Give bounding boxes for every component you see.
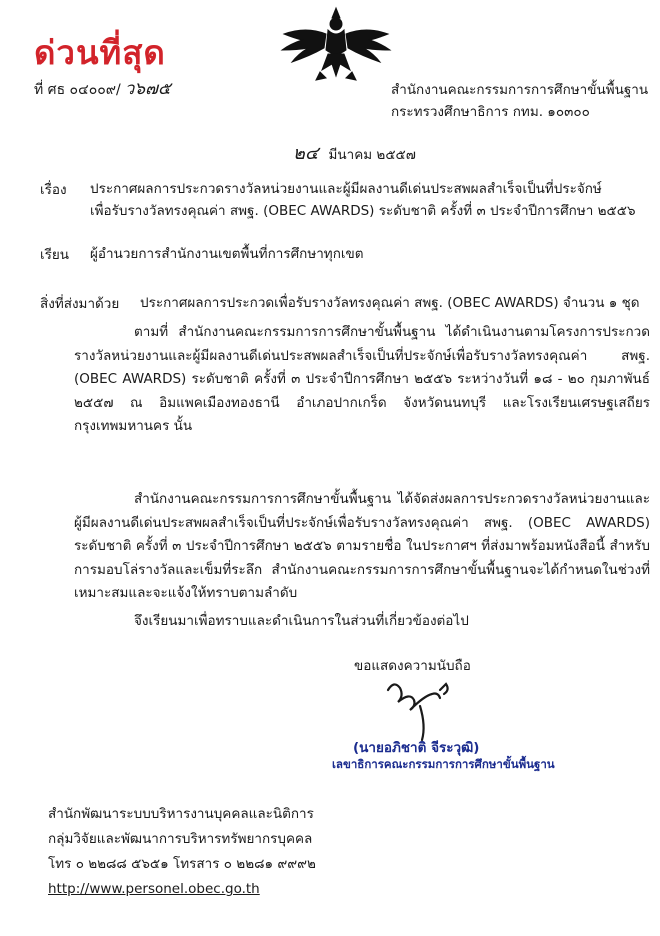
footer-contact xyxy=(48,802,316,902)
date-day-handwritten: ๒๔ xyxy=(293,143,319,164)
enclosure-text: ประกาศผลการประกวดเพื่อรับรางวัลทรงคุณค่า สพฐ. (OBEC AWARDS) จำนวน ๑ ชุด xyxy=(140,295,640,311)
office-address xyxy=(391,79,648,123)
signature-icon xyxy=(380,676,480,742)
garuda-emblem-icon xyxy=(276,4,396,82)
body-paragraph-1: ตามที่ สำนักงานคณะกรรมการการศึกษาขั้นพื้นฐาน ได้ดำเนินงานตามโครงการประกวดรางวัลหน่วยงานและผู้มีผลงานดีเด่นประสพผลสำเร็จเป็นที่ประจักษ์เพื่อรับรางวัลทรงคุณค่า สพฐ. (OBEC AWARDS) ระดับชาติ ครั้งที่ ๓ ประจำปีการศึกษา ๒๕๕๖ ระหว่างวันที่ ๑๘ - ๒๐ กุมภาพันธ์ ๒๕๕๗ ณ อิมแพคเมืองทองธานี อำเภอปากเกร็ด จังหวัดนนทบุรี และโรงเรียนเศรษฐเสถียร กรุงเทพมหานคร นั้น xyxy=(74,324,650,434)
subject-line-2: เพื่อรับรางวัลทรงคุณค่า สพฐ. (OBEC AWARDS) ระดับชาติ ครั้งที่ ๓ ประจำปีการศึกษา ๒๕๕๖ xyxy=(90,203,636,219)
urgency-stamp: ด่วนที่สุด xyxy=(34,33,166,72)
date-month-year: มีนาคม ๒๕๕๗ xyxy=(328,147,416,163)
recipient-label: เรียน xyxy=(40,247,70,263)
office-location: กระทรวงศึกษาธิการ กทม. ๑๐๓๐๐ xyxy=(391,104,590,120)
body-paragraph-2: สำนักงานคณะกรรมการการศึกษาขั้นพื้นฐาน ได้จัดส่งผลการประกวดรางวัลหน่วยงานและผู้มีผลงานดีเด่นประสพผลสำเร็จเป็นที่ประจักษ์เพื่อรับรางวัลทรงคุณค่า สพฐ. (OBEC AWARDS) ระดับชาติ ครั้งที่ ๓ ประจำปีการศึกษา ๒๕๕๖ ตามรายชื่อ ในประกาศฯ ที่ส่งมาพร้อมหนังสือนี้ สำหรับการมอบโล่รางวัลและเข็มที่ระลึก สำนักงานคณะกรรมการการศึกษาขั้นพื้นฐานจะได้กำหนดในช่วงที่เหมาะสมและจะแจ้งให้ทราบตามลำดับ xyxy=(74,491,650,601)
footer-phone: โทร ๐ ๒๒๘๘ ๕๖๕๑ โทรสาร ๐ ๒๒๘๑ ๙๙๙๒ xyxy=(48,856,316,872)
footer-department: สำนักพัฒนาระบบบริหารงานบุคคลและนิติการ xyxy=(48,806,314,822)
recipient-text: ผู้อำนวยการสำนักงานเขตพื้นที่การศึกษาทุกเขต xyxy=(90,246,364,262)
footer-group: กลุ่มวิจัยและพัฒนาการบริหารทรัพยากรบุคคล xyxy=(48,831,313,847)
body-paragraph-3: จึงเรียนมาเพื่อทราบและดำเนินการในส่วนที่เกี่ยวข้องต่อไป xyxy=(134,613,469,629)
closing-regards: ขอแสดงความนับถือ xyxy=(354,658,471,674)
subject-label: เรื่อง xyxy=(40,182,67,198)
document-number-prefix: ที่ ศธ ๐๔๐๐๙/ xyxy=(34,82,121,98)
document-date xyxy=(293,138,416,167)
signer-title: เลขาธิการคณะกรรมการการศึกษาขั้นพื้นฐาน xyxy=(332,757,555,771)
footer-website-link[interactable]: http://www.personel.obec.go.th xyxy=(48,881,260,897)
enclosure-label: สิ่งที่ส่งมาด้วย xyxy=(40,296,120,312)
signer-name: (นายอภิชาติ จีระวุฒิ) xyxy=(353,740,480,756)
document-number-handwritten: ว๖๗๕ xyxy=(124,79,171,99)
document-number xyxy=(34,75,171,102)
office-name: สำนักงานคณะกรรมการการศึกษาขั้นพื้นฐาน xyxy=(391,82,649,98)
subject-line-1: ประกาศผลการประกวดรางวัลหน่วยงานและผู้มีผลงานดีเด่นประสพผลสำเร็จเป็นที่ประจักษ์ xyxy=(90,181,602,197)
subject-text xyxy=(90,178,636,222)
